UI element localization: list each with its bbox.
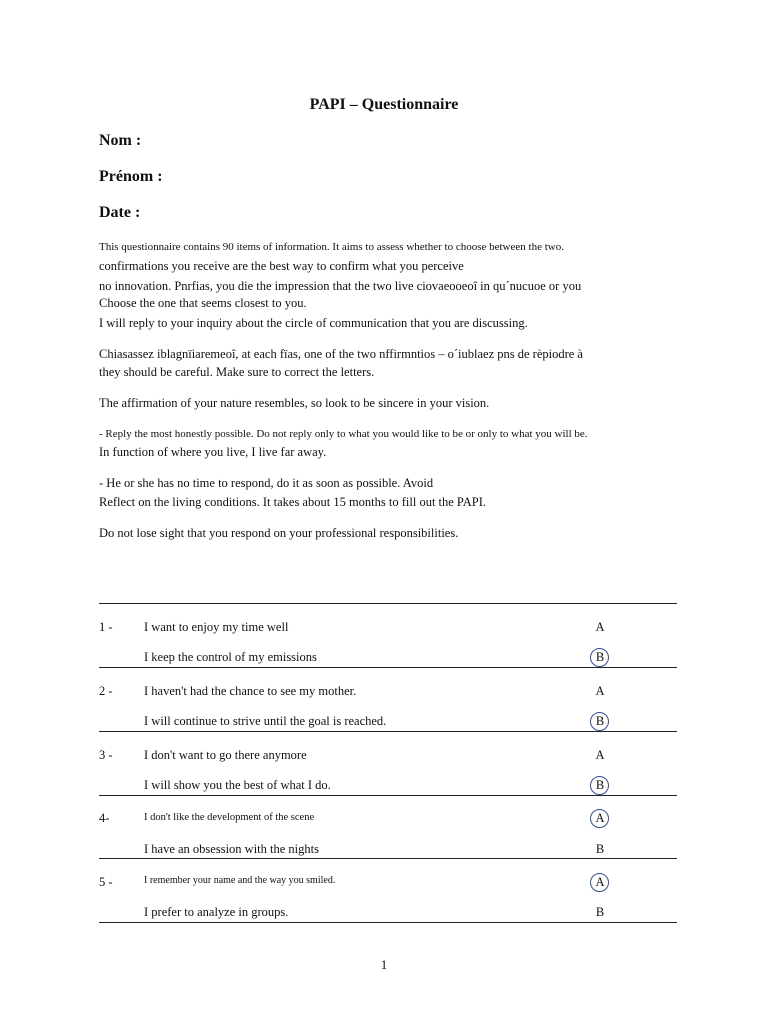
instructions-line: confirmations you receive are the best way to confirm what you perceive	[99, 259, 464, 273]
instructions-line: Chiasassez iblagnïiaremeoî, at each fïas, one of the two nffirmntios – o´iublaez pns de rèpiodre à	[99, 347, 583, 361]
page-title: PAPI – Questionnaire	[309, 96, 459, 113]
instructions-line: no innovation. Pnrfias, you die the impression that the two live ciovaeooeoî in qu´nucuoe or you	[99, 279, 582, 293]
instructions-line: Do not lose sight that you respond on your professional responsibilities.	[99, 526, 459, 540]
item-option-a-choice[interactable]: A	[595, 748, 605, 762]
instructions-line: This questionnaire contains 90 items of information. It aims to assess whether to choose between the two.	[99, 241, 564, 253]
item-option-a-choice[interactable]: A	[595, 875, 605, 889]
item-option-a-text: I want to enjoy my time well	[144, 620, 289, 634]
item-option-a-choice[interactable]: A	[595, 684, 605, 698]
table-rule	[99, 795, 677, 796]
item-option-b-choice[interactable]: B	[595, 905, 605, 919]
item-number: 3 -	[99, 748, 113, 762]
instructions-line: Choose the one that seems closest to you.	[99, 296, 307, 310]
prenom-field-label: Prénom :	[99, 168, 163, 185]
table-rule	[99, 667, 677, 668]
item-option-a-text: I remember your name and the way you smiled.	[144, 875, 336, 886]
item-option-a-text: I haven't had the chance to see my mother.	[144, 684, 357, 698]
instructions-line: I will reply to your inquiry about the circle of communication that you are discussing.	[99, 316, 528, 330]
item-number: 1 -	[99, 620, 113, 634]
item-option-a-text: I don't like the development of the scene	[144, 812, 315, 823]
table-rule	[99, 603, 677, 604]
table-rule	[99, 858, 677, 859]
table-rule	[99, 731, 677, 732]
item-option-b-text: I prefer to analyze in groups.	[144, 905, 289, 919]
item-option-a-choice[interactable]: A	[595, 620, 605, 634]
item-option-b-choice[interactable]: B	[595, 714, 605, 728]
instructions-line: Reflect on the living conditions. It takes about 15 months to fill out the PAPI.	[99, 495, 487, 509]
item-option-a-choice[interactable]: A	[595, 811, 605, 825]
item-option-a-text: I don't want to go there anymore	[144, 748, 307, 762]
item-option-b-text: I will show you the best of what I do.	[144, 778, 331, 792]
nom-field-label: Nom :	[99, 132, 142, 149]
instructions-line: The affirmation of your nature resembles, so look to be sincere in your vision.	[99, 396, 490, 410]
item-number: 5 -	[99, 875, 113, 889]
item-option-b-text: I will continue to strive until the goal is reached.	[144, 714, 387, 728]
instructions-line: - Reply the most honestly possible. Do not reply only to what you would like to be or only to what you will be.	[99, 428, 588, 440]
item-option-b-choice[interactable]: B	[595, 778, 605, 792]
item-option-b-choice[interactable]: B	[595, 842, 605, 856]
page-number: 1	[380, 957, 388, 972]
date-field-label: Date :	[99, 204, 141, 221]
instructions-line: they should be careful. Make sure to correct the letters.	[99, 365, 375, 379]
item-number: 2 -	[99, 684, 113, 698]
item-option-b-choice[interactable]: B	[595, 650, 605, 664]
instructions-line: - He or she has no time to respond, do it as soon as possible. Avoid	[99, 476, 434, 490]
item-number: 4-	[99, 811, 110, 825]
item-option-b-text: I have an obsession with the nights	[144, 842, 319, 856]
item-option-b-text: I keep the control of my emissions	[144, 650, 317, 664]
instructions-line: In function of where you live, I live far away.	[99, 445, 327, 459]
table-rule	[99, 922, 677, 923]
